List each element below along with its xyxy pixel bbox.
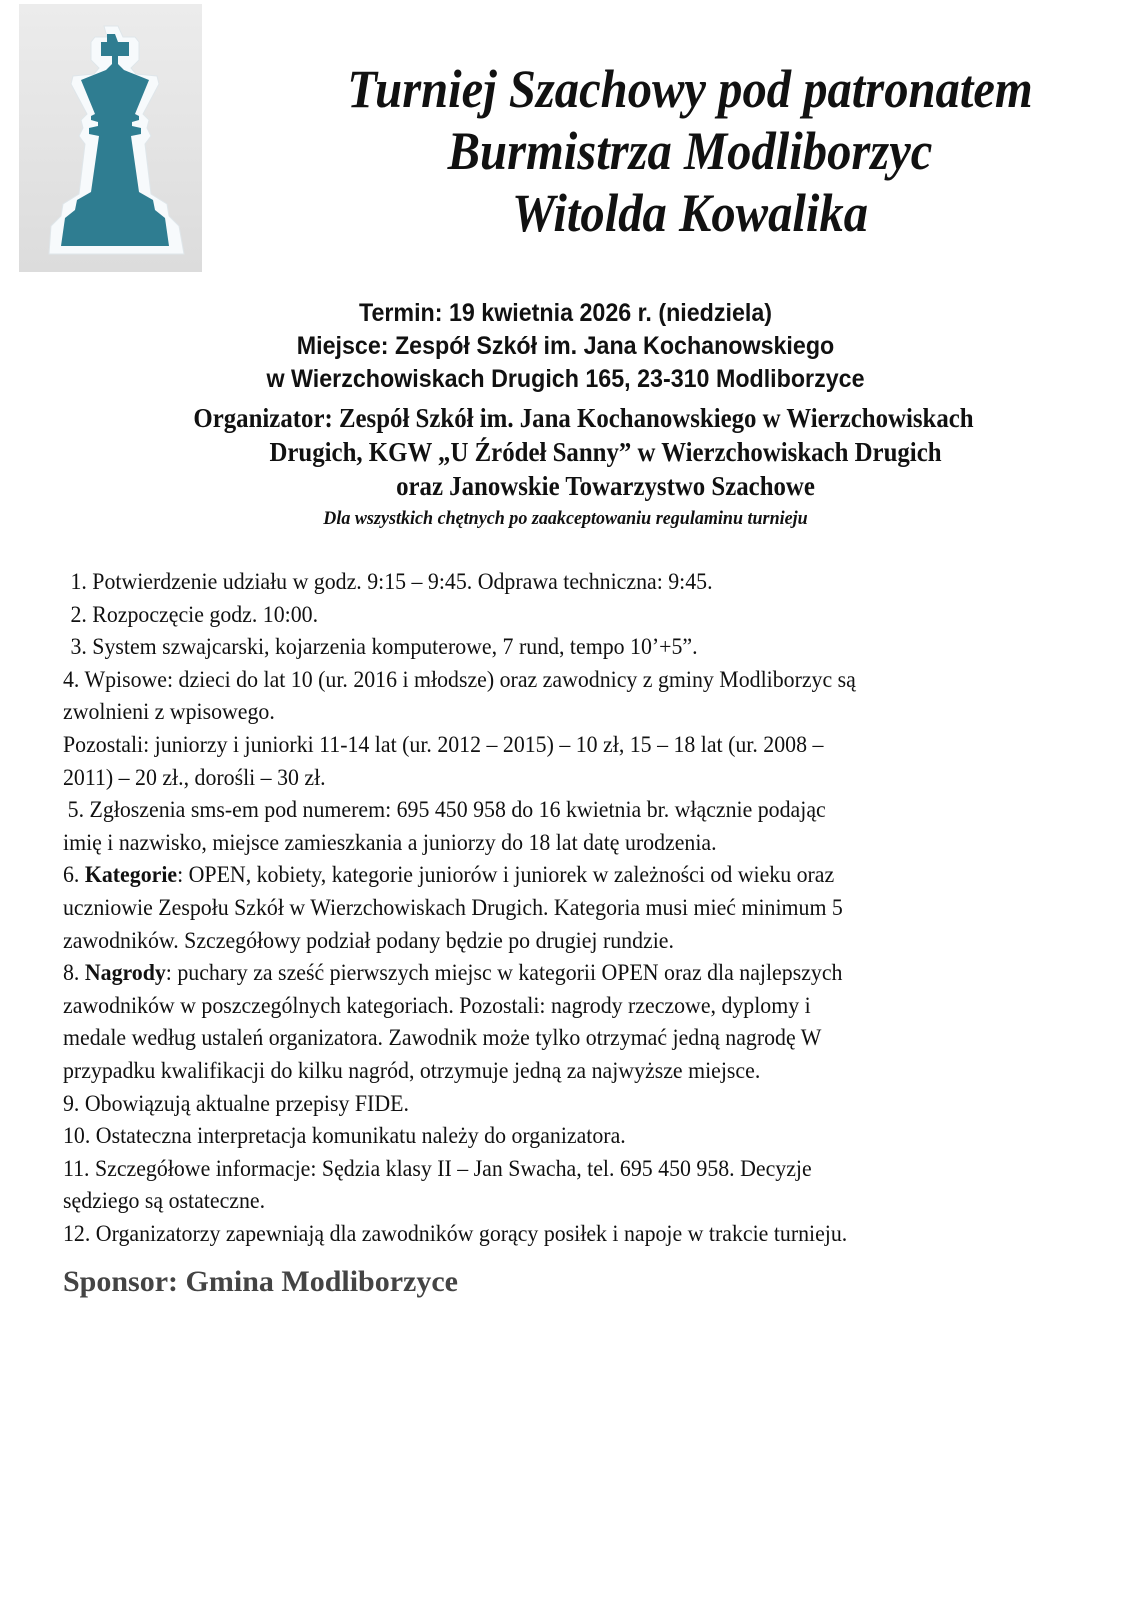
rule-8-line-3: medale według ustaleń organizatora. Zawodnik może tylko otrzymać jedną nagrodę W xyxy=(63,1025,822,1052)
rule-5-line-1: 5. Zgłoszenia sms-em pod numerem: 695 450 958 do 16 kwietnia br. włącznie podając xyxy=(67,797,826,824)
organizer-line-2: Drugich, KGW „U Źródeł Sanny” w Wierzchowiskach Drugich xyxy=(269,437,942,467)
event-venue-line-2: w Wierzchowiskach Drugich 165, 23-310 Modliborzyce xyxy=(266,365,865,393)
sponsor-line: Sponsor: Gmina Modliborzyce xyxy=(63,1265,458,1298)
chess-logo xyxy=(19,4,202,272)
rule-8-line-2: zawodników w poszczególnych kategoriach. Pozostali: nagrody rzeczowe, dyplomy i xyxy=(63,992,811,1019)
page-title xyxy=(260,58,1120,244)
title-line-1: Turniej Szachowy pod patronatem xyxy=(347,59,1033,119)
rule-10: 10. Ostateczna interpretacja komunikatu należy do organizatora. xyxy=(63,1123,626,1150)
organizer-block-2 xyxy=(40,435,1131,503)
organizer-line-3: oraz Janowskie Towarzystwo Szachowe xyxy=(396,471,815,501)
rule-6-heading: Kategorie xyxy=(84,862,178,889)
rule-2: 2. Rozpoczęcie godz. 10:00. xyxy=(70,601,319,628)
rule-8-text: : puchary za sześć pierwszych miejsc w kategorii OPEN oraz dla najlepszych xyxy=(165,960,843,987)
title-line-3: Witolda Kowalika xyxy=(511,183,869,243)
rule-8-line-1 xyxy=(63,957,1040,990)
rule-11-line-1: 11. Szczegółowe informacje: Sędzia klasy II – Jan Swacha, tel. 695 450 958. Decyzje xyxy=(63,1155,812,1182)
rule-5-line-2: imię i nazwisko, miejsce zamieszkania a juniorzy do 18 lat datę urodzenia. xyxy=(63,829,717,856)
rule-8-heading: Nagrody xyxy=(84,960,166,987)
rule-4-line-4: 2011) – 20 zł., dorośli – 30 zł. xyxy=(63,764,326,791)
rule-6-number: 6. xyxy=(63,862,85,889)
rules-list xyxy=(63,566,1113,1250)
rule-6-text: : OPEN, kobiety, kategorie juniorów i juniorek w zależności od wieku oraz xyxy=(177,862,835,889)
rule-6-line-3: zawodników. Szczegółowy podział podany będzie po drugiej rundzie. xyxy=(63,927,674,954)
rule-12: 12. Organizatorzy zapewniają dla zawodników gorący posiłek i napoje w trakcie turnieju. xyxy=(63,1220,848,1247)
event-details xyxy=(0,297,1131,396)
rule-9: 9. Obowiązują aktualne przepisy FIDE. xyxy=(63,1090,409,1117)
rule-4-line-3: Pozostali: juniorzy i juniorki 11-14 lat (ur. 2012 – 2015) – 10 zł, 15 – 18 lat (ur. 2008 – xyxy=(63,731,824,758)
rule-4-line-1: 4. Wpisowe: dzieci do lat 10 (ur. 2016 i młodsze) oraz zawodnicy z gminy Modliborzyc są xyxy=(63,666,856,693)
event-date: Termin: 19 kwietnia 2026 r. (niedziela) xyxy=(358,299,773,327)
rule-3: 3. System szwajcarski, kojarzenia komputerowe, 7 rund, tempo 10’+5”. xyxy=(70,634,698,661)
organizer-block xyxy=(18,401,1131,435)
title-line-2: Burmistrza Modliborzyc xyxy=(447,121,933,181)
chess-king-icon xyxy=(19,4,202,272)
eligibility-note-block xyxy=(0,506,1131,532)
organizer-line-1: Organizator: Zespół Szkół im. Jana Kochanowskiego w Wierzchowiskach xyxy=(193,403,974,433)
event-venue-line-1: Miejsce: Zespół Szkół im. Jana Kochanowskiego xyxy=(296,332,835,360)
rule-8-number: 8. xyxy=(63,960,85,987)
rule-8-line-4: przypadku kwalifikacji do kilku nagród, otrzymuje jedną za najwyższe miejsce. xyxy=(63,1057,761,1084)
rule-6-line-2: uczniowie Zespołu Szkół w Wierzchowiskach Drugich. Kategoria musi mieć minimum 5 xyxy=(63,894,843,921)
rule-6-line-1 xyxy=(63,859,1040,892)
rule-4-line-2: zwolnieni z wpisowego. xyxy=(63,699,275,726)
rule-1: 1. Potwierdzenie udziału w godz. 9:15 – 9:45. Odprawa techniczna: 9:45. xyxy=(70,569,713,595)
rule-11-line-2: sędziego są ostateczne. xyxy=(63,1188,266,1215)
eligibility-note: Dla wszystkich chętnych po zaakceptowaniu regulaminu turnieju xyxy=(323,508,808,529)
